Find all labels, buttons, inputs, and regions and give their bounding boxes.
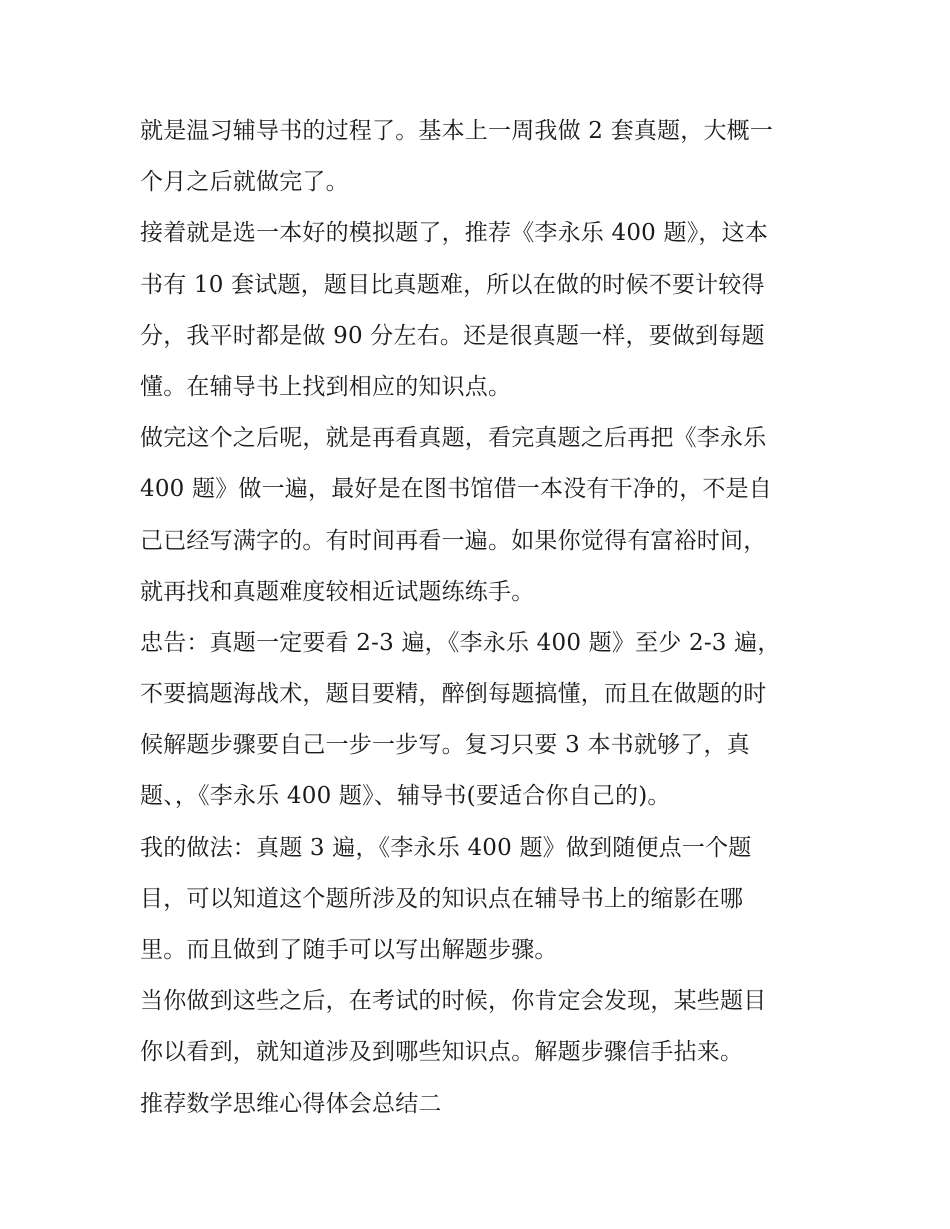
text-line: 己已经写满字的。有时间再看一遍。如果你觉得有富裕时间， bbox=[140, 527, 767, 554]
text-line: 目，可以知道这个题所涉及的知识点在辅导书上的缩影在哪 bbox=[140, 885, 744, 912]
section-heading: 推荐数学思维心得体会总结二 bbox=[140, 1090, 442, 1117]
text-line: 我的做法：真题 3 遍，《李永乐 400 题》做到随便点一个题 bbox=[140, 834, 752, 861]
text-line: 接着就是选一本好的模拟题了，推荐《李永乐 400 题》，这本 bbox=[140, 220, 769, 247]
text-line: 分，我平时都是做 90 分左右。还是很真题一样，要做到每题 bbox=[140, 322, 765, 349]
text-line: 里。而且做到了随手可以写出解题步骤。 bbox=[140, 937, 558, 963]
text-line: 就再找和真题难度较相近试题练练手。 bbox=[140, 578, 535, 605]
text-line: 候解题步骤要自己一步一步写。复习只要 3 本书就够了，真 bbox=[140, 732, 750, 759]
text-line: 就是温习辅导书的过程了。基本上一周我做 2 套真题，大概一 bbox=[140, 118, 774, 144]
text-line: 400 题》做一遍，最好是在图书馆借一本没有干净的，不是自 bbox=[140, 476, 773, 503]
text-line: 忠告：真题一定要看 2-3 遍，《李永乐 400 题》至少 2-3 遍， bbox=[140, 629, 781, 656]
text-line: 你以看到，就知道涉及到哪些知识点。解题步骤信手拈来。 bbox=[140, 1039, 744, 1066]
text-line: 做完这个之后呢，就是再看真题，看完真题之后再把《李永乐 bbox=[140, 425, 767, 452]
text-line: 懂。在辅导书上找到相应的知识点。 bbox=[140, 373, 512, 400]
text-line: 不要搞题海战术，题目要精，醉倒每题搞懂，而且在做题的时 bbox=[140, 681, 767, 708]
text-line: 题、，《李永乐 400 题》、辅导书(要适合你自己的)。 bbox=[140, 783, 671, 810]
document-body bbox=[140, 106, 812, 1130]
text-line: 个月之后就做完了。 bbox=[140, 169, 349, 196]
text-line: 书有 10 套试题，题目比真题难，所以在做的时候不要计较得 bbox=[140, 271, 765, 298]
text-line: 当你做到这些之后，在考试的时候，你肯定会发现，某些题目 bbox=[140, 988, 767, 1015]
